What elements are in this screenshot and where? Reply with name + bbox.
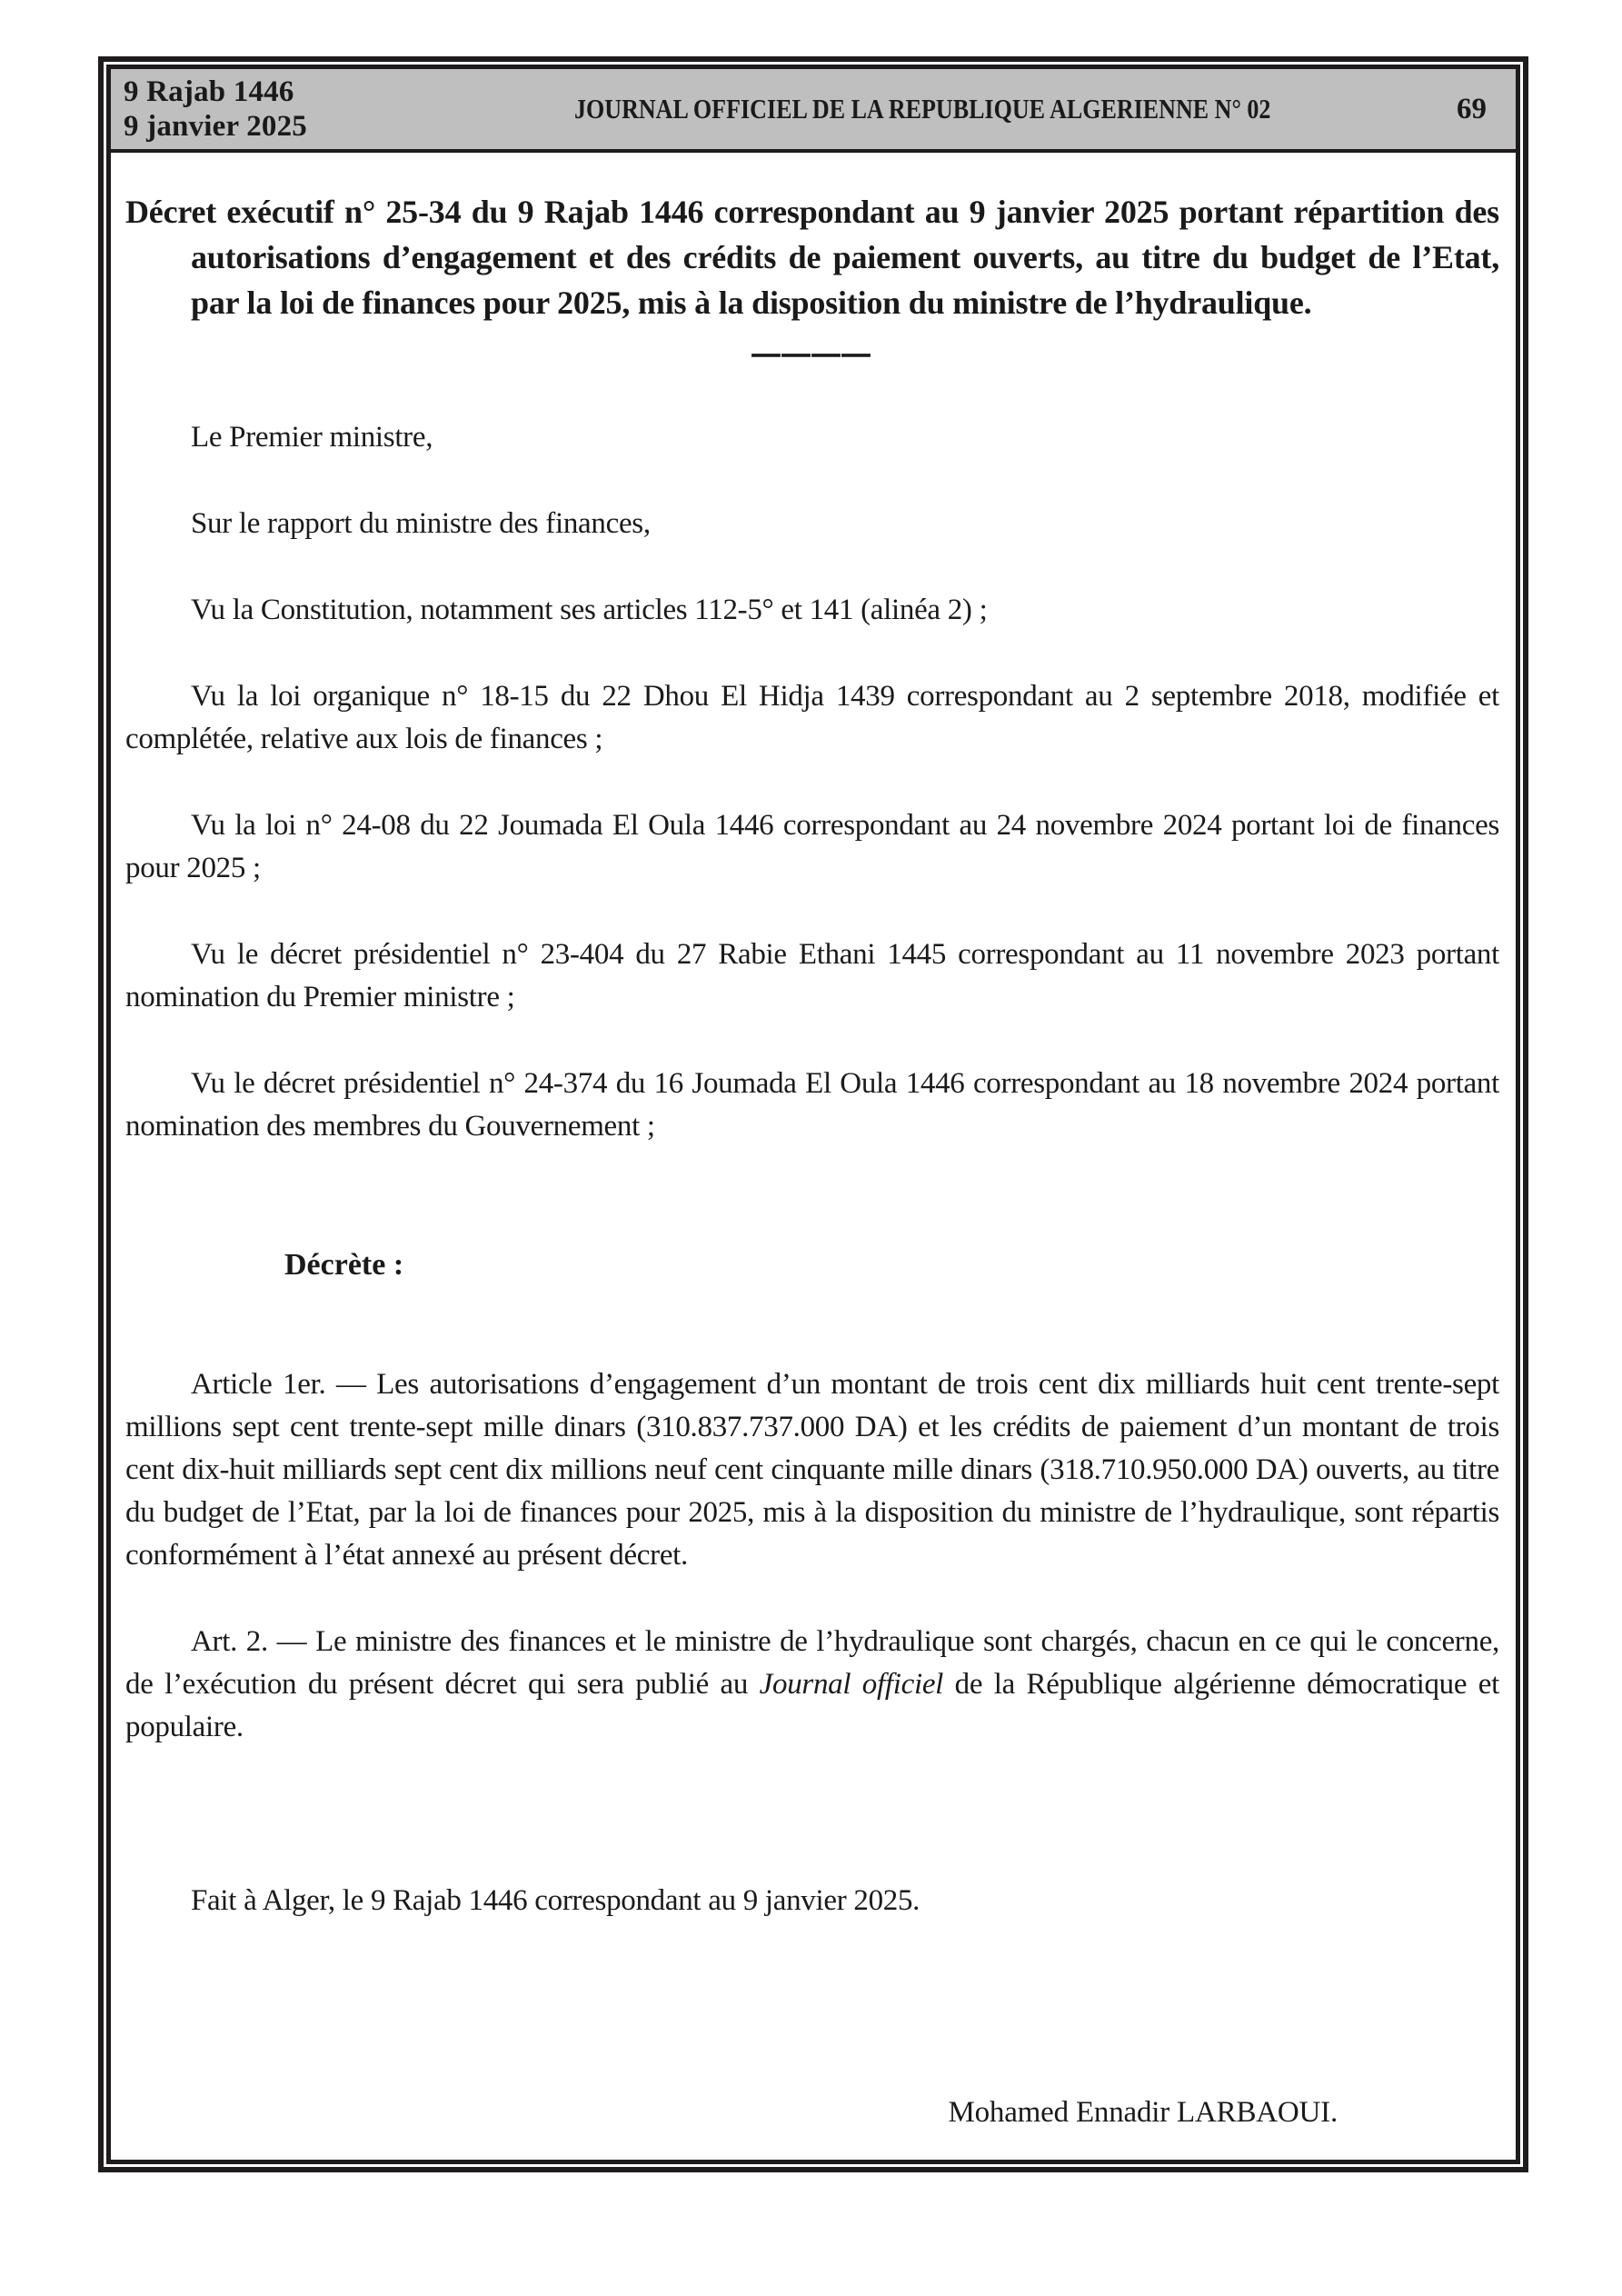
- header-date-block: [124, 75, 508, 144]
- article-2-text-before: Art. 2. — Le ministre des finances et le ministre de l’hydraulique sont chargés, chacun en ce qui le concerne, de l’exécution du présent décret qui sera publié au: [125, 1625, 1499, 1701]
- signatory-name: Mohamed Ennadir LARBAOUI.: [948, 2096, 1338, 2129]
- decrete-heading: Décrète :: [284, 1248, 404, 1282]
- page-frame: [98, 56, 1528, 2172]
- journal-title-wrapper: [508, 93, 1337, 125]
- page-frame-inner: [106, 65, 1520, 2164]
- paragraph-vu-decret-23-404: Vu le décret présidentiel n° 23-404 du 27 Rabie Ethani 1445 correspondant au 11 novembre 2023 portant nomination du Premier ministre ;: [125, 938, 1499, 1013]
- paragraph-vu-loi-24-08: Vu la loi n° 24-08 du 22 Joumada El Oula 1446 correspondant au 24 novembre 2024 portant loi de finances pour 2025 ;: [125, 809, 1499, 884]
- decree-body: [111, 189, 1516, 2134]
- paragraph-premier-ministre: Le Premier ministre,: [191, 421, 433, 454]
- page-number: 69: [1457, 92, 1487, 125]
- paragraph-rapport-ministre-finances: Sur le rapport du ministre des finances,: [191, 507, 651, 540]
- article-1: Article 1er. — Les autorisations d’engagement d’un montant de trois cent dix milliards huit cent trente-sept millions sept cent trente-sept mille dinars (310.837.737.000 DA) et les crédits de paiement d’un montant de trois cent dix-huit milliards sept cent dix millions neuf cent cinquante mille dinars (318.710.950.000 DA) ouverts, au titre du budget de l’Etat, par la loi de finances pour 2025, mis à la disposition du ministre de l’hydraulique, sont répartis conformément à l’état annexé au présent décret.: [125, 1368, 1499, 1572]
- article-2: [125, 1621, 1499, 1749]
- signature-place-date: Fait à Alger, le 9 Rajab 1446 correspondant au 9 janvier 2025.: [191, 1884, 920, 1917]
- article-2-journal-officiel-italic: Journal officiel: [759, 1668, 944, 1701]
- decree-title: Décret exécutif n° 25-34 du 9 Rajab 1446 correspondant au 9 janvier 2025 portant répartition des autorisations d’engagement et des crédits de paiement ouverts, au titre du budget de l’Etat, par la loi de finances pour 2025, mis à la disposition du ministre de l’hydraulique.: [125, 194, 1499, 321]
- separator-dashes: ————: [752, 338, 872, 368]
- header-date-gregorian: 9 janvier 2025: [124, 110, 308, 143]
- page-header: [111, 69, 1516, 153]
- paragraph-vu-loi-organique-18-15: Vu la loi organique n° 18-15 du 22 Dhou El Hidja 1439 correspondant au 2 septembre 2018, modifiée et complétée, relative aux lois de finances ;: [125, 680, 1499, 755]
- paragraph-vu-constitution: Vu la Constitution, notamment ses articles 112-5° et 141 (alinéa 2) ;: [191, 594, 988, 626]
- article-2-text-after: de la République algérienne démocratique et populaire.: [125, 1668, 1500, 1743]
- journal-title: JOURNAL OFFICIEL DE LA REPUBLIQUE ALGERIENNE N° 02: [573, 93, 1270, 125]
- paragraph-vu-decret-24-374: Vu le décret présidentiel n° 24-374 du 16 Joumada El Oula 1446 correspondant au 18 novembre 2024 portant nomination des membres du Gouvernement ;: [125, 1067, 1499, 1143]
- header-date-hijri: 9 Rajab 1446: [124, 75, 294, 108]
